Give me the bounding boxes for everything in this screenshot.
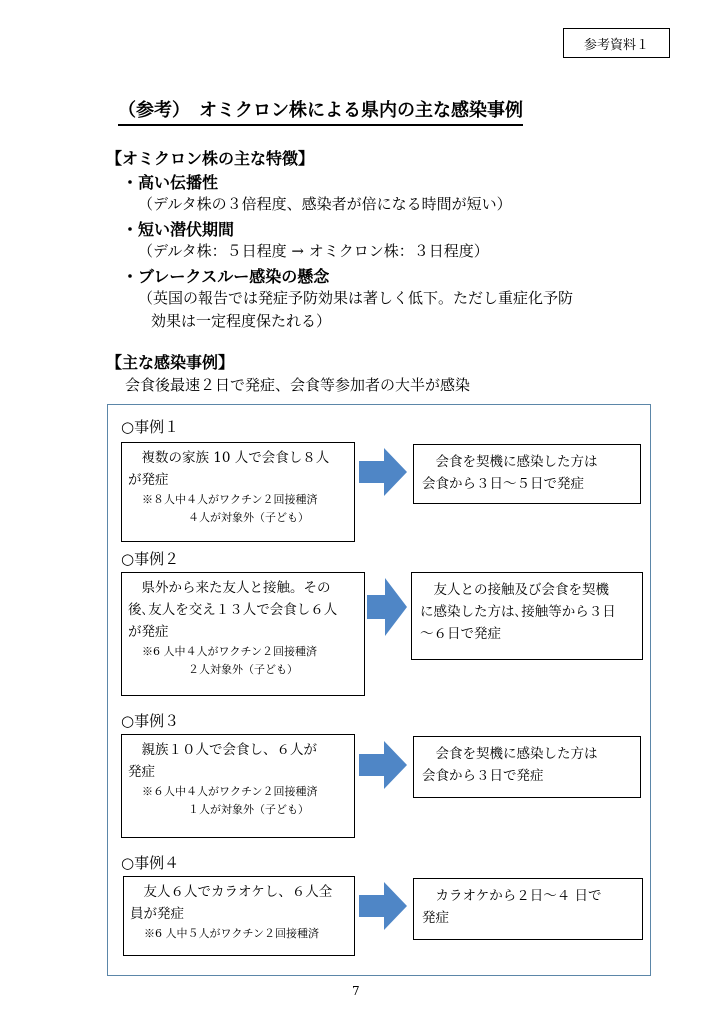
case-title: ○事例１ bbox=[121, 418, 180, 436]
feature-desc: 効果は一定程度保たれる） bbox=[151, 312, 332, 330]
case-left-box bbox=[121, 734, 355, 838]
case-right-text: 会食から３日～５日で発症 bbox=[422, 476, 584, 492]
case-right-text: 会食を契機に感染した方は bbox=[422, 454, 598, 470]
feature-desc: （デルタ株：５日程度 → オミクロン株：３日程度） bbox=[138, 242, 489, 260]
case-right-text: カラオケから２日～４ 日で bbox=[422, 888, 602, 904]
right-arrow-icon bbox=[359, 448, 407, 496]
case-left-text: 親族１０人で会食し、６人が bbox=[128, 742, 317, 758]
case-note: ※８人中４人がワクチン２回接種済 bbox=[142, 493, 318, 506]
case-note: ※6 人中５人がワクチン２回接種済 bbox=[144, 927, 319, 940]
page-title: （参考） オミクロン株による県内の主な感染事例 bbox=[118, 96, 523, 126]
case-right-text: ～６日で発症 bbox=[420, 626, 501, 642]
case-right-box bbox=[411, 572, 643, 660]
case-right-box bbox=[413, 736, 641, 798]
case-left-text: 友人６人でカラオケし、６人全 bbox=[130, 884, 333, 900]
reference-label: 参考資料１ bbox=[563, 28, 670, 58]
cases-heading: 【主な感染事例】 bbox=[106, 353, 235, 372]
case-note: ２人対象外（子ども） bbox=[188, 663, 298, 676]
case-note: ※６人中４人がワクチン２回接種済 bbox=[142, 785, 318, 798]
case-right-box bbox=[413, 878, 643, 940]
case-right-text: 発症 bbox=[422, 910, 449, 926]
right-arrow-icon bbox=[359, 741, 407, 789]
case-note: １人が対象外（子ども） bbox=[188, 803, 309, 816]
case-title: ○事例４ bbox=[121, 854, 180, 872]
case-right-text: 会食から３日で発症 bbox=[422, 768, 544, 784]
case-left-text: 員が発症 bbox=[130, 906, 184, 922]
case-left-text: 複数の家族 10 人で会食し８人 bbox=[128, 450, 330, 466]
case-title: ○事例２ bbox=[121, 550, 180, 568]
page-number: 7 bbox=[352, 984, 360, 998]
feature-label: ・高い伝播性 bbox=[122, 173, 219, 192]
case-note: ４人が対象外（子ども） bbox=[188, 511, 309, 524]
case-left-text: が発症 bbox=[128, 472, 169, 488]
features-heading: 【オミクロン株の主な特徴】 bbox=[106, 149, 315, 168]
case-left-text: 県外から来た友人と接触。その bbox=[128, 580, 331, 596]
feature-desc: （英国の報告では発症予防効果は著しく低下。ただし重症化予防 bbox=[138, 289, 574, 307]
cases-summary: 会食後最速２日で発症、会食等参加者の大半が感染 bbox=[125, 376, 471, 394]
case-left-text: 後､友人を交え１３人で会食し６人 bbox=[128, 602, 338, 618]
right-arrow-icon bbox=[367, 578, 407, 636]
case-title: ○事例３ bbox=[121, 712, 180, 730]
case-left-box bbox=[121, 442, 355, 542]
case-left-box bbox=[123, 876, 355, 956]
case-right-box bbox=[413, 444, 641, 504]
feature-label: ・ブレークスルー感染の懸念 bbox=[122, 267, 330, 286]
feature-desc: （デルタ株の３倍程度、感染者が倍になる時間が短い） bbox=[138, 195, 512, 213]
case-right-text: 会食を契機に感染した方は bbox=[422, 746, 598, 762]
case-right-text: に感染した方は､接触等から３日 bbox=[420, 604, 616, 620]
feature-label: ・短い潜伏期間 bbox=[122, 220, 235, 239]
right-arrow-icon bbox=[359, 882, 407, 930]
case-left-text: が発症 bbox=[128, 624, 169, 640]
case-left-text: 発症 bbox=[128, 764, 155, 780]
case-right-text: 友人との接触及び会食を契機 bbox=[420, 582, 609, 598]
case-left-box bbox=[121, 572, 365, 696]
case-note: ※6 人中４人がワクチン２回接種済 bbox=[142, 645, 317, 658]
